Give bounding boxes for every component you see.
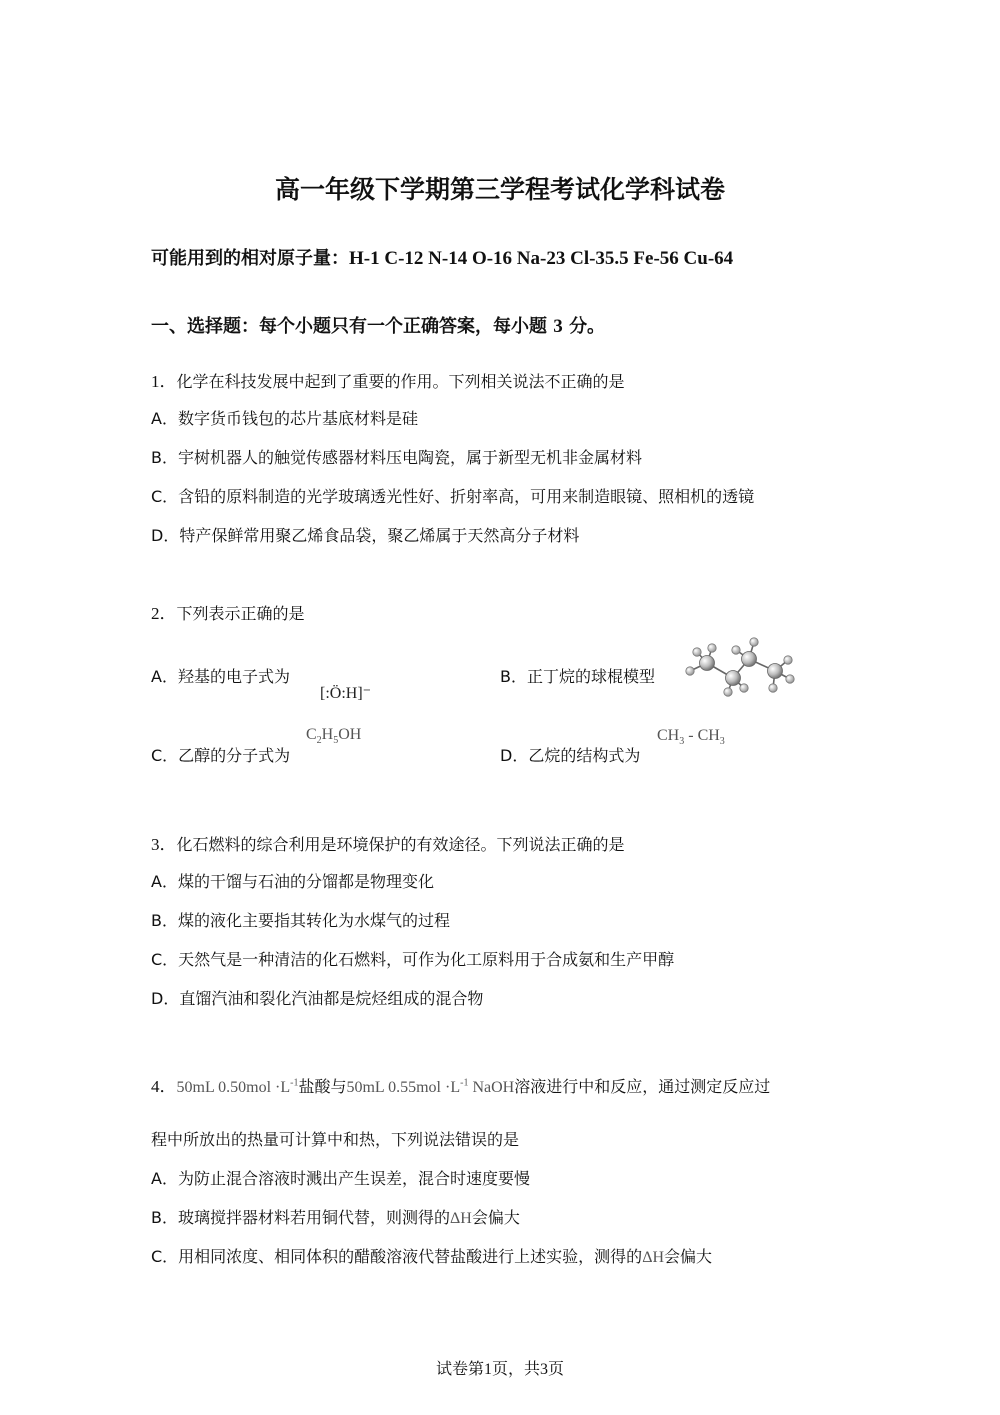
- q1-option-d: D．特产保鲜常用聚乙烯食品袋，聚乙烯属于天然高分子材料: [151, 526, 580, 545]
- ethane-sub-3a: 3: [679, 736, 685, 748]
- atomic-masses-values: H-1 C-12 N-14 O-16 Na-23 Cl-35.5 Fe-56 Cu-64: [349, 248, 734, 269]
- q4-option-b-pre: B．玻璃搅拌器材料若用铜代替，则测得的: [151, 1208, 450, 1227]
- q2-number: 2．: [151, 604, 177, 623]
- ethane-ch: CH: [657, 727, 680, 744]
- footer-page-number: 1: [483, 1361, 492, 1378]
- q4-naoh-text: 50mL 0.55mol ·L: [346, 1079, 461, 1096]
- hydroxyl-electron-formula: [:Ö:H]⁻: [320, 685, 372, 702]
- ethanol-h: H: [321, 726, 334, 743]
- ethanol-c: C: [306, 726, 317, 743]
- q4-text-1: 盐酸与: [298, 1077, 347, 1096]
- footer-text-2: 页，共: [491, 1359, 540, 1378]
- q4-stem-line2: 程中所放出的热量可计算中和热，下列说法错误的是: [151, 1130, 520, 1149]
- q3-number: 3．: [151, 835, 177, 854]
- q1-number: 1．: [151, 372, 177, 391]
- footer-total-pages: 3: [540, 1361, 548, 1378]
- ethane-formula: [657, 727, 725, 747]
- q4-hcl-quantity: [177, 1079, 299, 1096]
- ethanol-sub-2: 2: [316, 735, 322, 747]
- q3-option-d: D．直馏汽油和裂化汽油都是烷烃组成的混合物: [151, 989, 484, 1008]
- section-prefix: 一、选择题：每个小题只有一个正确答案，每小题: [151, 316, 547, 337]
- q1-stem: [151, 367, 625, 392]
- q1-option-a: A．数字货币钱包的芯片基底材料是硅: [151, 409, 418, 428]
- q2-option-a: A．羟基的电子式为: [151, 667, 290, 686]
- ethane-bond-ch: - CH: [684, 727, 720, 744]
- q3-stem: [151, 830, 625, 855]
- q2-stem: [151, 599, 305, 624]
- ethanol-formula: [306, 726, 361, 746]
- q4-stem-line1: [151, 1072, 770, 1097]
- q4-option-c: [151, 1244, 712, 1267]
- q4-option-c-pre: C．用相同浓度、相同体积的醋酸溶液代替盐酸进行上述实验，测得的: [151, 1247, 643, 1266]
- q3-option-b: B．煤的液化主要指其转化为水煤气的过程: [151, 911, 450, 930]
- q4-option-a: A．为防止混合溶液时溅出产生误差，混合时速度要慢: [151, 1169, 530, 1188]
- q3-option-a: A．煤的干馏与石油的分馏都是物理变化: [151, 872, 434, 891]
- page-title: 高一年级下学期第三学程考试化学科试卷: [274, 175, 725, 204]
- section-score: 3: [553, 316, 563, 337]
- butane-ball-stick-model: [682, 630, 802, 702]
- q4-text-2: 溶液进行中和反应，通过测定反应过: [514, 1077, 771, 1096]
- footer-text-3: 页: [548, 1359, 565, 1378]
- section-suffix: 分。: [569, 316, 606, 337]
- q4-option-c-post: 会偏大: [664, 1247, 713, 1266]
- q2-option-d: D．乙烷的结构式为: [500, 746, 641, 765]
- q3-stem-text: 化石燃料的综合利用是环境保护的有效途径。下列说法正确的是: [176, 835, 625, 854]
- q3-option-c: C．天然气是一种清洁的化石燃料，可作为化工原料用于合成氨和生产甲醇: [151, 950, 675, 969]
- atomic-masses-label: 可能用到的相对原子量：: [151, 248, 349, 269]
- q1-stem-text: 化学在科技发展中起到了重要的作用。下列相关说法不正确的是: [176, 372, 625, 391]
- q2-stem-text: 下列表示正确的是: [176, 604, 305, 623]
- q2-option-b: B．正丁烷的球棍模型: [500, 667, 655, 686]
- q4-hcl-text: 50mL 0.50mol ·L: [176, 1079, 291, 1096]
- atomic-masses: [151, 244, 733, 270]
- q4-hcl-exp: -1: [290, 1077, 299, 1089]
- footer-text-1: 试卷第: [435, 1359, 484, 1378]
- q4-naoh-exp: -1: [460, 1077, 469, 1089]
- ethanol-oh: OH: [338, 726, 362, 743]
- q4-naoh-label: NaOH: [468, 1079, 515, 1096]
- delta-h-symbol: ΔH: [642, 1249, 665, 1266]
- q2-option-c: C．乙醇的分子式为: [151, 746, 291, 765]
- q4-option-b-post: 会偏大: [471, 1208, 520, 1227]
- q4-number: 4．: [151, 1077, 177, 1096]
- q4-option-b: [151, 1205, 520, 1228]
- section-heading: [151, 312, 605, 338]
- page-footer: [0, 1356, 1000, 1379]
- ethanol-sub-5: 5: [333, 735, 339, 747]
- q1-option-c: C．含铅的原料制造的光学玻璃透光性好、折射率高，可用来制造眼镜、照相机的透镜: [151, 487, 755, 506]
- q4-naoh-quantity: [346, 1079, 514, 1096]
- q1-option-b: B．宇树机器人的触觉传感器材料压电陶瓷，属于新型无机非金属材料: [151, 448, 642, 467]
- delta-h-symbol: ΔH: [449, 1210, 472, 1227]
- ethane-sub-3b: 3: [719, 736, 725, 748]
